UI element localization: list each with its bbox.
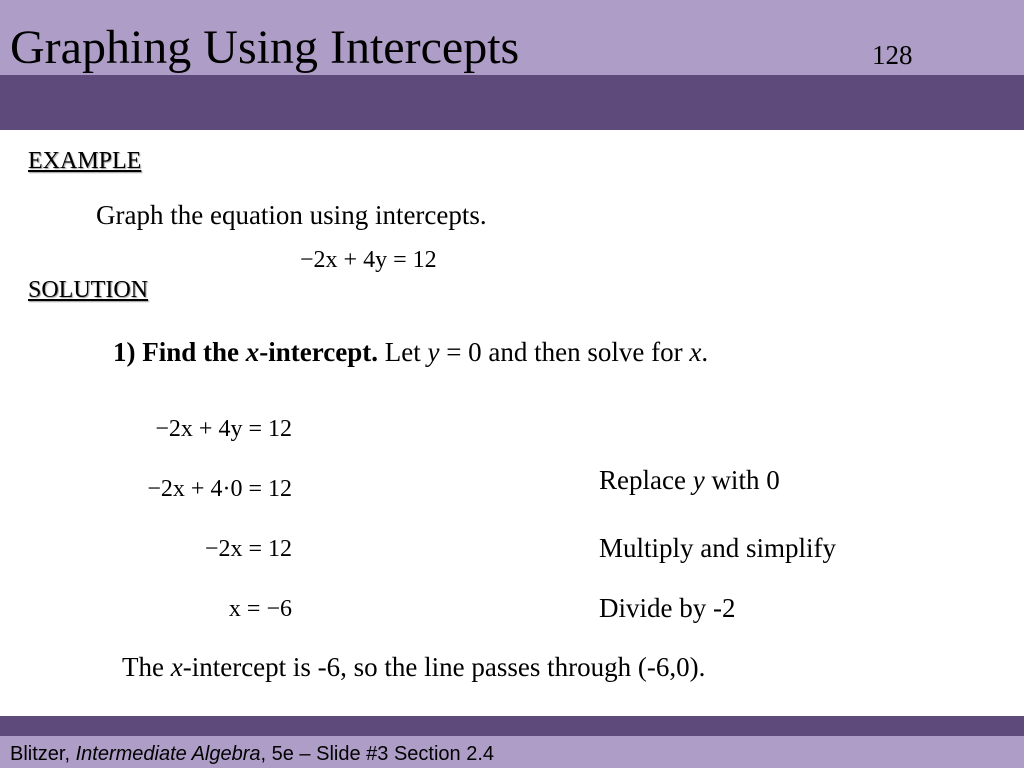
note-2-pre: Replace	[599, 465, 686, 495]
conclusion	[122, 651, 705, 683]
conclusion-post: -intercept is -6, so the line passes through (-6,0).	[182, 652, 706, 682]
work-note-2	[599, 464, 780, 496]
footer-accent-band	[0, 716, 1024, 736]
step1-bold-tail: -intercept.	[259, 337, 378, 367]
conclusion-pre: The	[122, 652, 164, 682]
work-line-1: −2x + 4y = 12	[155, 416, 292, 442]
example-heading: EXAMPLE	[28, 148, 142, 174]
step1-bold-lead: 1) Find the	[113, 337, 240, 367]
step1-text-c: .	[701, 337, 709, 367]
solution-heading: SOLUTION	[28, 277, 148, 303]
step1-text-b: = 0 and then solve for	[446, 337, 683, 367]
work-note-4: Divide by -2	[599, 593, 736, 623]
footer-rest: , 5e – Slide #3 Section 2.4	[260, 743, 495, 765]
example-equation: −2x + 4y = 12	[300, 247, 437, 273]
note-2-post: with 0	[711, 465, 780, 495]
step1-instruction	[113, 336, 708, 368]
slide-title: Graphing Using Intercepts	[10, 21, 520, 74]
step1-bold-var: x	[245, 337, 260, 367]
example-prompt: Graph the equation using intercepts.	[96, 200, 487, 230]
page-number: 128	[872, 40, 913, 70]
work-line-3: −2x = 12	[204, 536, 292, 562]
work-line-2: −2x + 4·0 = 12	[147, 476, 292, 502]
step1-var-y: y	[427, 337, 440, 367]
work-note-3: Multiply and simplify	[599, 533, 837, 563]
step1-var-x: x	[689, 337, 702, 367]
work-line-4: x = −6	[228, 596, 292, 622]
footer-author: Blitzer,	[10, 743, 71, 765]
conclusion-var: x	[170, 652, 183, 682]
step1-text-a: Let	[384, 337, 421, 367]
header-accent-band	[0, 75, 1024, 130]
footer-book: Intermediate Algebra	[75, 743, 261, 765]
note-2-var: y	[692, 465, 705, 495]
footer-citation	[10, 742, 494, 766]
